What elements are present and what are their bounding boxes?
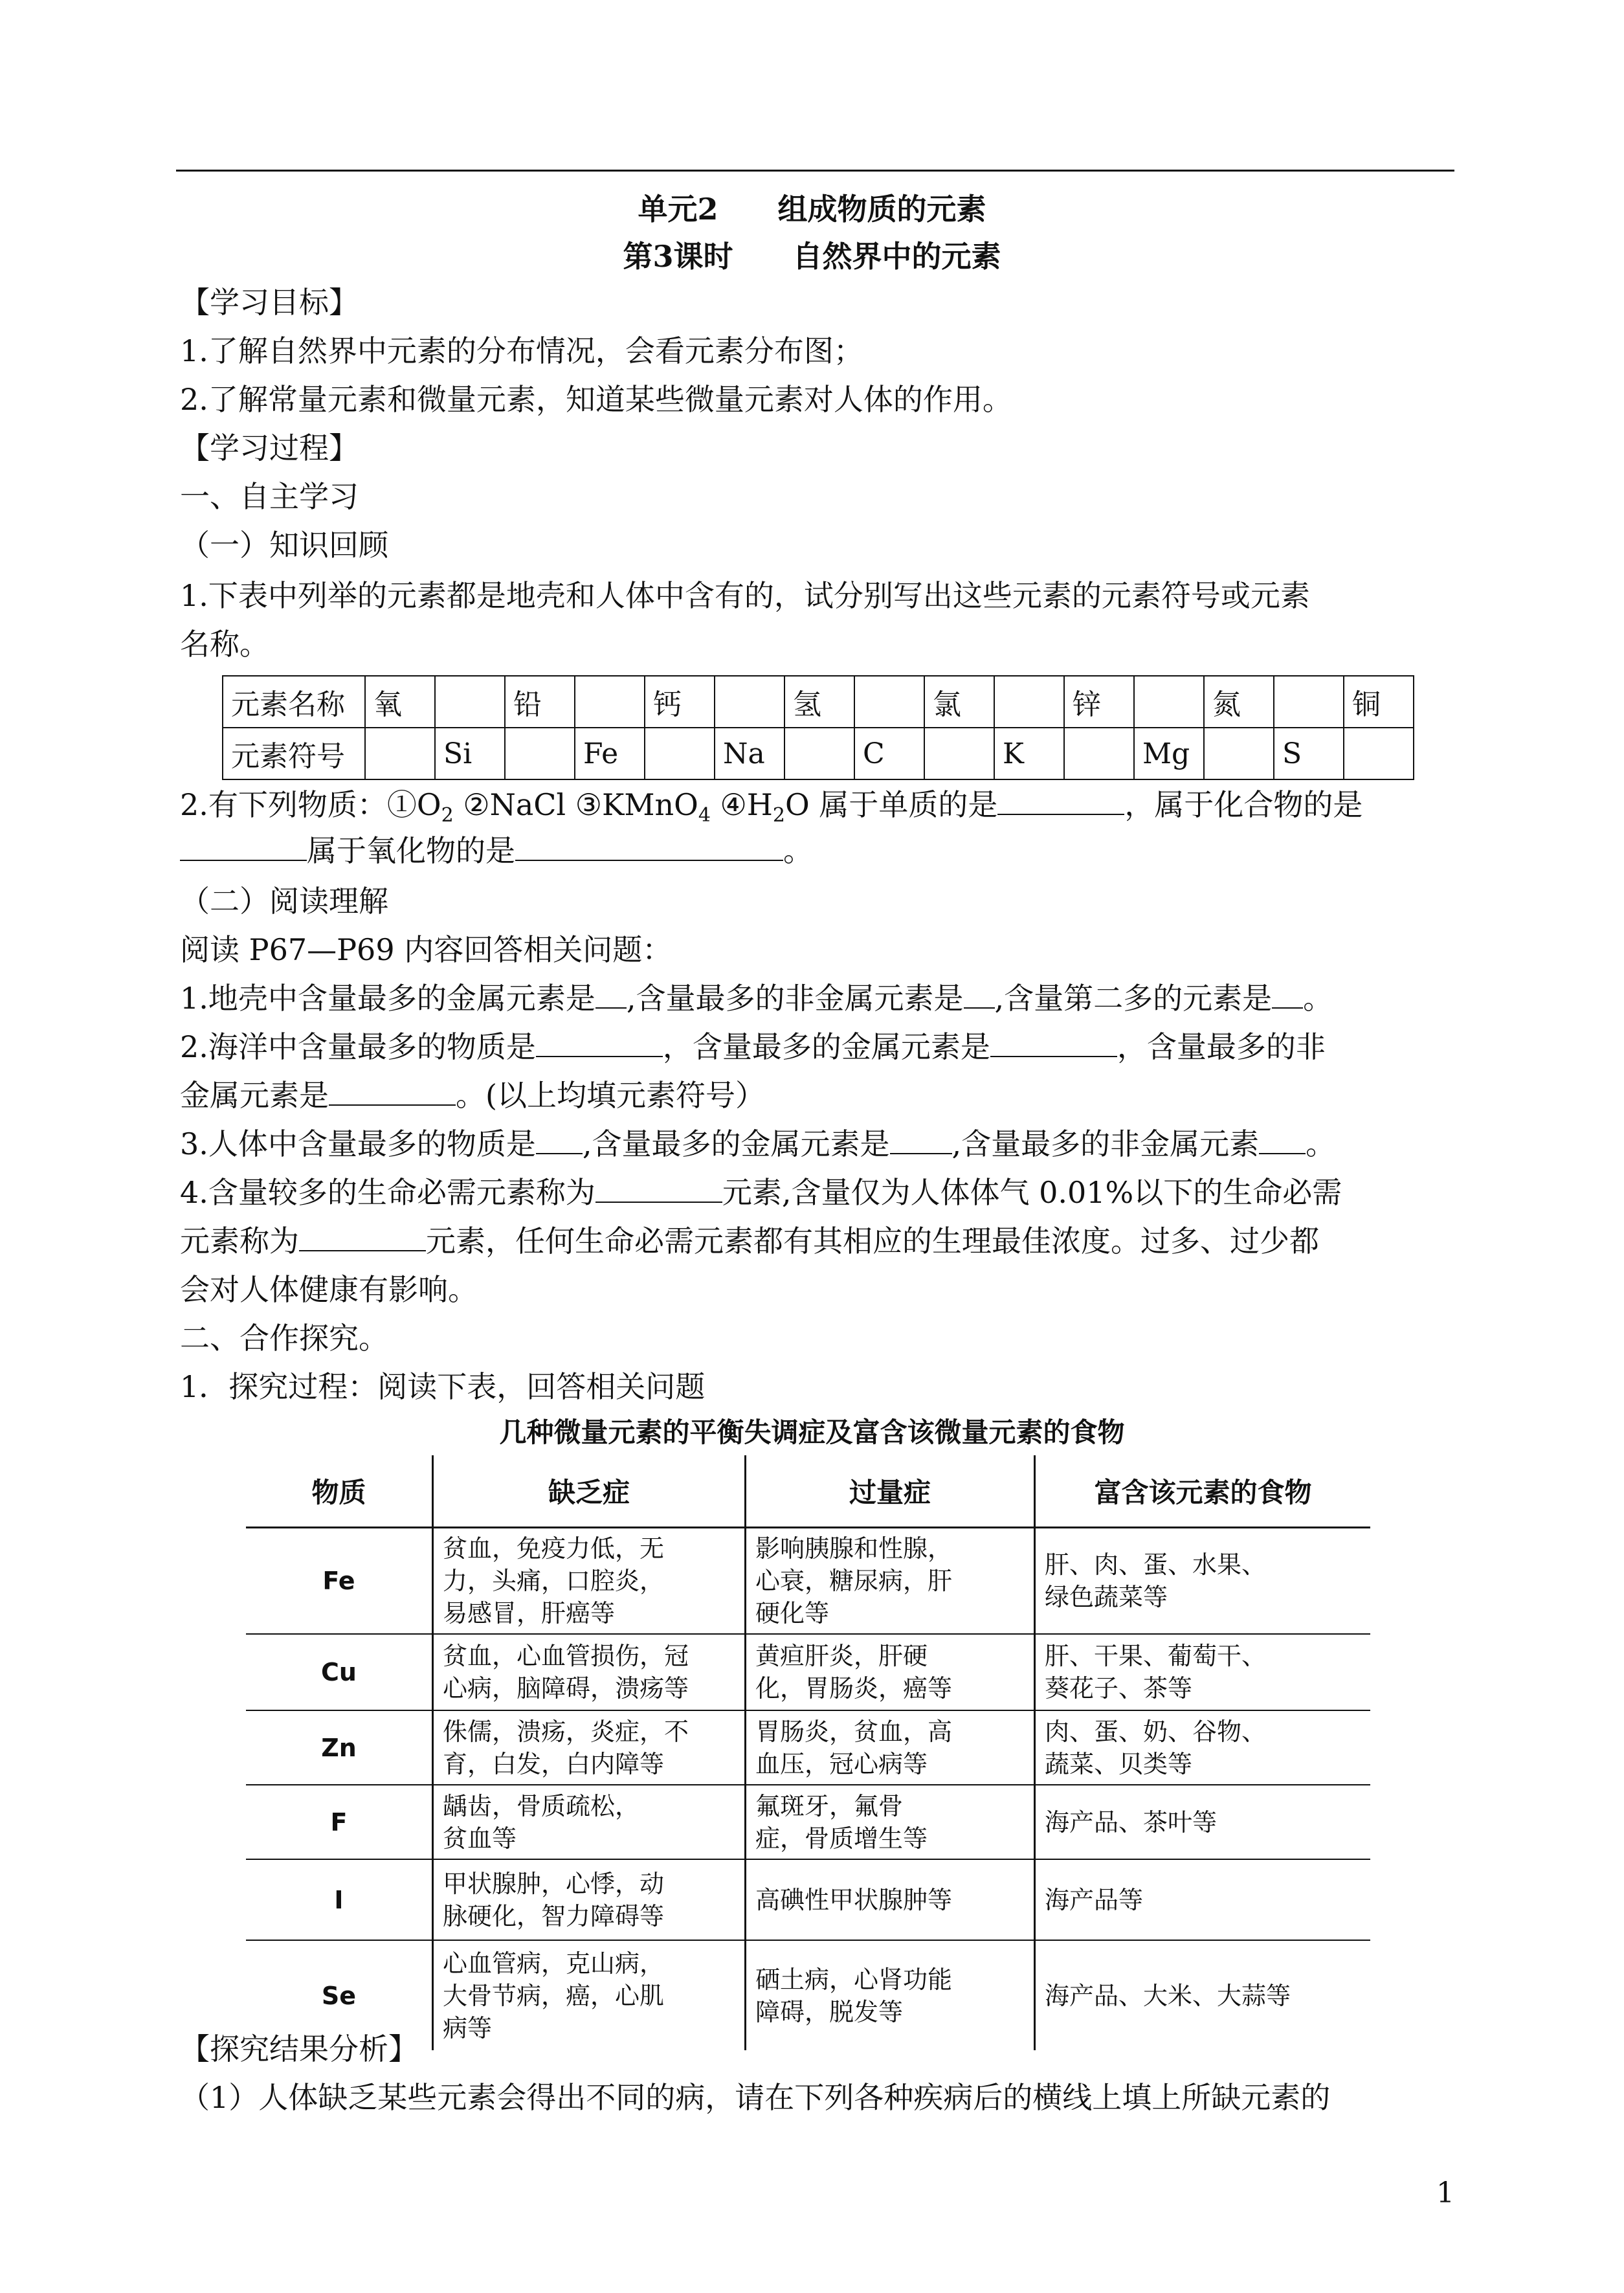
cell-line: 血压，冠心病等 bbox=[755, 1749, 928, 1778]
page-number: 1 bbox=[1436, 2176, 1454, 2209]
subscript: 2 bbox=[772, 804, 785, 827]
header-rule bbox=[176, 170, 1454, 172]
table-cell: 氧 bbox=[365, 676, 435, 728]
review-heading: （一）知识回顾 bbox=[180, 528, 388, 563]
cell-line: 黄疸肝炎，肝硬 bbox=[755, 1642, 928, 1670]
reading-question-4-line-1 bbox=[180, 1173, 1342, 1212]
header-deficiency: 缺乏症 bbox=[433, 1455, 746, 1528]
self-study-heading: 一、自主学习 bbox=[180, 479, 359, 514]
subscript: 2 bbox=[441, 804, 454, 827]
cell-line: 甲状腺肿，心悸，动 bbox=[443, 1869, 665, 1898]
answer-blank[interactable] bbox=[299, 1224, 426, 1251]
cell-line: 贫血，免疫力低，无 bbox=[443, 1534, 665, 1563]
q-text: ,含量最多的金属元素是 bbox=[582, 1126, 890, 1161]
q-text: 元素，任何生命必需元素都有其相应的生理最佳浓度。过多、过少都 bbox=[426, 1224, 1319, 1258]
process-heading: 【学习过程】 bbox=[180, 431, 359, 465]
table-cell bbox=[365, 728, 435, 779]
cell-line: 育，白发，白内障等 bbox=[443, 1749, 665, 1778]
element-symbol-table bbox=[222, 675, 1414, 780]
food-cell bbox=[1035, 1859, 1371, 1940]
deficiency-cell bbox=[433, 1634, 746, 1710]
table-cell bbox=[575, 676, 645, 728]
cell-line: 氟斑牙，氟骨 bbox=[755, 1791, 904, 1820]
question-1-line-1: 1.下表中列举的元素都是地壳和人体中含有的，试分别写出这些元素的元素符号或元素 bbox=[180, 578, 1310, 613]
goal-item-1: 1.了解自然界中元素的分布情况，会看元素分布图； bbox=[180, 333, 863, 368]
cell-line: 心衰，糖尿病，肝 bbox=[755, 1567, 953, 1595]
answer-blank[interactable] bbox=[595, 1176, 722, 1203]
excess-cell bbox=[746, 1940, 1035, 2050]
excess-cell bbox=[746, 1528, 1035, 1635]
row-label: 元素名称 bbox=[223, 676, 365, 728]
reading-heading: （二）阅读理解 bbox=[180, 884, 388, 919]
table-cell bbox=[994, 676, 1064, 728]
question-2-line-1 bbox=[180, 785, 1363, 835]
answer-blank[interactable] bbox=[1259, 1127, 1306, 1154]
table-cell bbox=[854, 676, 924, 728]
table-cell bbox=[715, 676, 784, 728]
substance-cell: I bbox=[246, 1859, 433, 1940]
table-cell: Fe bbox=[575, 728, 645, 779]
table-cell: K bbox=[994, 728, 1064, 779]
element-name-row bbox=[223, 676, 1414, 728]
q-text: ，含量最多的金属元素是 bbox=[662, 1029, 990, 1064]
lesson-title: 第3课时 自然界中的元素 bbox=[623, 239, 1001, 274]
food-cell bbox=[1035, 1528, 1371, 1635]
cell-line: 障碍，脱发等 bbox=[755, 1997, 904, 2026]
table-row bbox=[246, 1634, 1370, 1710]
cell-line: 贫血，心血管损伤，冠 bbox=[443, 1642, 689, 1670]
food-cell bbox=[1035, 1785, 1371, 1859]
deficiency-cell bbox=[433, 1710, 746, 1785]
table-cell: 锌 bbox=[1064, 676, 1134, 728]
cell-line: 葵花子、茶等 bbox=[1045, 1674, 1193, 1703]
cell-line: 侏儒，溃疡，炎症，不 bbox=[443, 1717, 689, 1746]
substance-cell: F bbox=[246, 1785, 433, 1859]
q-text: ,含量最多的非金属元素是 bbox=[626, 981, 964, 1016]
q-text: 1.地壳中含量最多的金属元素是 bbox=[180, 981, 595, 1016]
table-cell bbox=[1274, 676, 1344, 728]
table-cell bbox=[1344, 728, 1414, 779]
answer-blank[interactable] bbox=[890, 1127, 952, 1154]
header-food: 富含该元素的食物 bbox=[1035, 1455, 1371, 1528]
answer-blank[interactable] bbox=[536, 1030, 663, 1057]
substance-cell: Zn bbox=[246, 1710, 433, 1785]
cell-line: 化，胃肠炎，癌等 bbox=[755, 1674, 953, 1703]
cell-line: 绿色蔬菜等 bbox=[1045, 1583, 1168, 1611]
table-row bbox=[246, 1785, 1370, 1859]
deficiency-cell bbox=[433, 1528, 746, 1635]
table-cell: S bbox=[1274, 728, 1344, 779]
q-text: 4.含量较多的生命必需元素称为 bbox=[180, 1175, 595, 1210]
q2-text: ②NaCl ③KMnO bbox=[453, 787, 698, 822]
deficiency-cell bbox=[433, 1785, 746, 1859]
q2-text: ④H bbox=[710, 787, 773, 822]
cell-line: 肝、肉、蛋、水果、 bbox=[1045, 1550, 1267, 1579]
table-cell: 氮 bbox=[1204, 676, 1274, 728]
subscript: 4 bbox=[698, 804, 711, 827]
substance-cell: Se bbox=[321, 1981, 357, 2010]
table-cell bbox=[924, 728, 994, 779]
food-cell bbox=[1035, 1940, 1371, 2050]
table-cell: 铜 bbox=[1344, 676, 1414, 728]
answer-blank[interactable] bbox=[990, 1030, 1117, 1057]
cell-line: 肉、蛋、奶、谷物、 bbox=[1045, 1717, 1267, 1746]
deficiency-cell bbox=[433, 1859, 746, 1940]
excess-cell bbox=[746, 1859, 1035, 1940]
cell-line: 高碘性甲状腺肿等 bbox=[755, 1885, 953, 1914]
row-label: 元素符号 bbox=[223, 728, 365, 779]
substance-cell: Fe bbox=[246, 1528, 433, 1635]
q-text: 元素称为 bbox=[180, 1224, 299, 1258]
cell-line: 硒土病，心肾功能 bbox=[755, 1965, 953, 1994]
table-cell: 铅 bbox=[505, 676, 575, 728]
table-cell bbox=[1064, 728, 1134, 779]
cell-line: 海产品等 bbox=[1045, 1885, 1144, 1914]
unit-title: 单元2 组成物质的元素 bbox=[638, 192, 986, 227]
excess-cell bbox=[746, 1634, 1035, 1710]
header-substance: 物质 bbox=[246, 1455, 433, 1528]
table-cell: Na bbox=[715, 728, 784, 779]
q2-text: O 属于单质的是 bbox=[784, 787, 998, 822]
q-text: 。 bbox=[1303, 981, 1333, 1016]
cell-line: 易感冒，肝癌等 bbox=[443, 1599, 616, 1627]
q2-text: 属于氧化物的是 bbox=[307, 833, 515, 868]
substance-cell: Cu bbox=[246, 1634, 433, 1710]
cell-line: 贫血等 bbox=[443, 1824, 517, 1853]
cell-line: 胃肠炎，贫血，高 bbox=[755, 1717, 953, 1746]
goals-heading: 【学习目标】 bbox=[180, 285, 359, 320]
cell-line: 心病，脑障碍，溃疡等 bbox=[443, 1674, 689, 1703]
cell-line: 心血管病，克山病， bbox=[443, 1949, 665, 1978]
food-cell bbox=[1035, 1710, 1371, 1785]
analysis-heading: 【探究结果分析】 bbox=[180, 2030, 421, 2068]
cell-line: 硬化等 bbox=[755, 1599, 830, 1627]
trace-element-table-title: 几种微量元素的平衡失调症及富含该微量元素的食物 bbox=[499, 1416, 1125, 1448]
reading-question-1 bbox=[180, 979, 1333, 1018]
q-text: 金属元素是 bbox=[180, 1078, 329, 1113]
q-text: 3.人体中含量最多的物质是 bbox=[180, 1126, 536, 1161]
excess-cell bbox=[746, 1785, 1035, 1859]
table-cell: 氯 bbox=[924, 676, 994, 728]
reading-intro: 阅读 P67—P69 内容回答相关问题： bbox=[180, 932, 673, 967]
table-row bbox=[246, 1710, 1370, 1785]
cell-line: 大骨节病，癌，心肌 bbox=[443, 1981, 665, 2010]
q2-text: 。 bbox=[783, 833, 813, 868]
table-cell bbox=[1134, 676, 1204, 728]
table-cell: Si bbox=[435, 728, 505, 779]
q-text: 。(以上均填元素符号） bbox=[456, 1078, 765, 1113]
question-1-line-2: 名称。 bbox=[180, 627, 269, 662]
answer-blank[interactable] bbox=[536, 1127, 583, 1154]
table-cell bbox=[435, 676, 505, 728]
q2-text: ，属于化合物的是 bbox=[1124, 787, 1363, 822]
answer-blank[interactable] bbox=[997, 788, 1124, 815]
reading-question-4-line-2 bbox=[180, 1222, 1319, 1260]
table-header-row bbox=[246, 1455, 1370, 1528]
cell-line: 肝、干果、葡萄干、 bbox=[1045, 1642, 1267, 1670]
cooperation-heading: 二、合作探究。 bbox=[180, 1321, 388, 1356]
element-symbol-row bbox=[223, 728, 1414, 779]
answer-blank[interactable] bbox=[964, 981, 995, 1009]
cell-line: 症，骨质增生等 bbox=[755, 1824, 928, 1853]
reading-question-2-line-2 bbox=[180, 1076, 765, 1115]
table-cell bbox=[505, 728, 575, 779]
q-text: 。 bbox=[1306, 1126, 1336, 1161]
table-cell bbox=[645, 728, 715, 779]
cell-line: 龋齿，骨质疏松， bbox=[443, 1791, 640, 1820]
table-cell bbox=[1204, 728, 1274, 779]
q-text: ,含量最多的非金属元素 bbox=[951, 1126, 1260, 1161]
table-row bbox=[246, 1528, 1370, 1635]
table-cell: 钙 bbox=[645, 676, 715, 728]
q2-text: 2.有下列物质：①O bbox=[180, 787, 441, 822]
cell-line: 脉硬化，智力障碍等 bbox=[443, 1901, 665, 1930]
header-excess: 过量症 bbox=[746, 1455, 1035, 1528]
reading-question-4-line-3: 会对人体健康有影响。 bbox=[180, 1272, 478, 1307]
analysis-question-1: （1）人体缺乏某些元素会得出不同的病，请在下列各种疾病后的横线上填上所缺元素的 bbox=[180, 2080, 1331, 2115]
explore-question-1: 1．探究过程：阅读下表，回答相关问题 bbox=[180, 1369, 706, 1404]
answer-blank[interactable] bbox=[180, 834, 307, 861]
cell-line: 力，头痛，口腔炎， bbox=[443, 1567, 665, 1595]
answer-blank[interactable] bbox=[515, 834, 783, 861]
cell-line: 海产品、茶叶等 bbox=[1045, 1807, 1218, 1837]
table-row bbox=[246, 1859, 1370, 1940]
cell-line: 蔬菜、贝类等 bbox=[1045, 1749, 1193, 1778]
answer-blank[interactable] bbox=[1272, 981, 1303, 1009]
answer-blank[interactable] bbox=[595, 981, 627, 1009]
excess-cell bbox=[746, 1710, 1035, 1785]
goal-item-2: 2.了解常量元素和微量元素，知道某些微量元素对人体的作用。 bbox=[180, 382, 1012, 417]
q-text: 2.海洋中含量最多的物质是 bbox=[180, 1029, 536, 1064]
reading-question-3 bbox=[180, 1124, 1335, 1163]
table-cell: 氢 bbox=[784, 676, 854, 728]
cell-line: 影响胰腺和性腺， bbox=[755, 1534, 953, 1563]
cell-line: 海产品、大米、大蒜等 bbox=[1045, 1981, 1291, 2010]
answer-blank[interactable] bbox=[329, 1079, 456, 1106]
table-cell: C bbox=[854, 728, 924, 779]
q-text: ,含量第二多的元素是 bbox=[994, 981, 1273, 1016]
table-cell: Mg bbox=[1134, 728, 1204, 779]
question-2-line-2 bbox=[180, 831, 813, 870]
food-cell bbox=[1035, 1634, 1371, 1710]
table-cell bbox=[784, 728, 854, 779]
q-text: 元素,含量仅为人体体气 0.01%以下的生命必需 bbox=[722, 1175, 1342, 1210]
reading-question-2-line-1 bbox=[180, 1027, 1326, 1066]
deficiency-cell bbox=[433, 1940, 746, 2050]
cell-line: 病等 bbox=[443, 2013, 493, 2042]
q-text: ，含量最多的非 bbox=[1117, 1029, 1326, 1064]
trace-element-table bbox=[246, 1455, 1370, 2050]
